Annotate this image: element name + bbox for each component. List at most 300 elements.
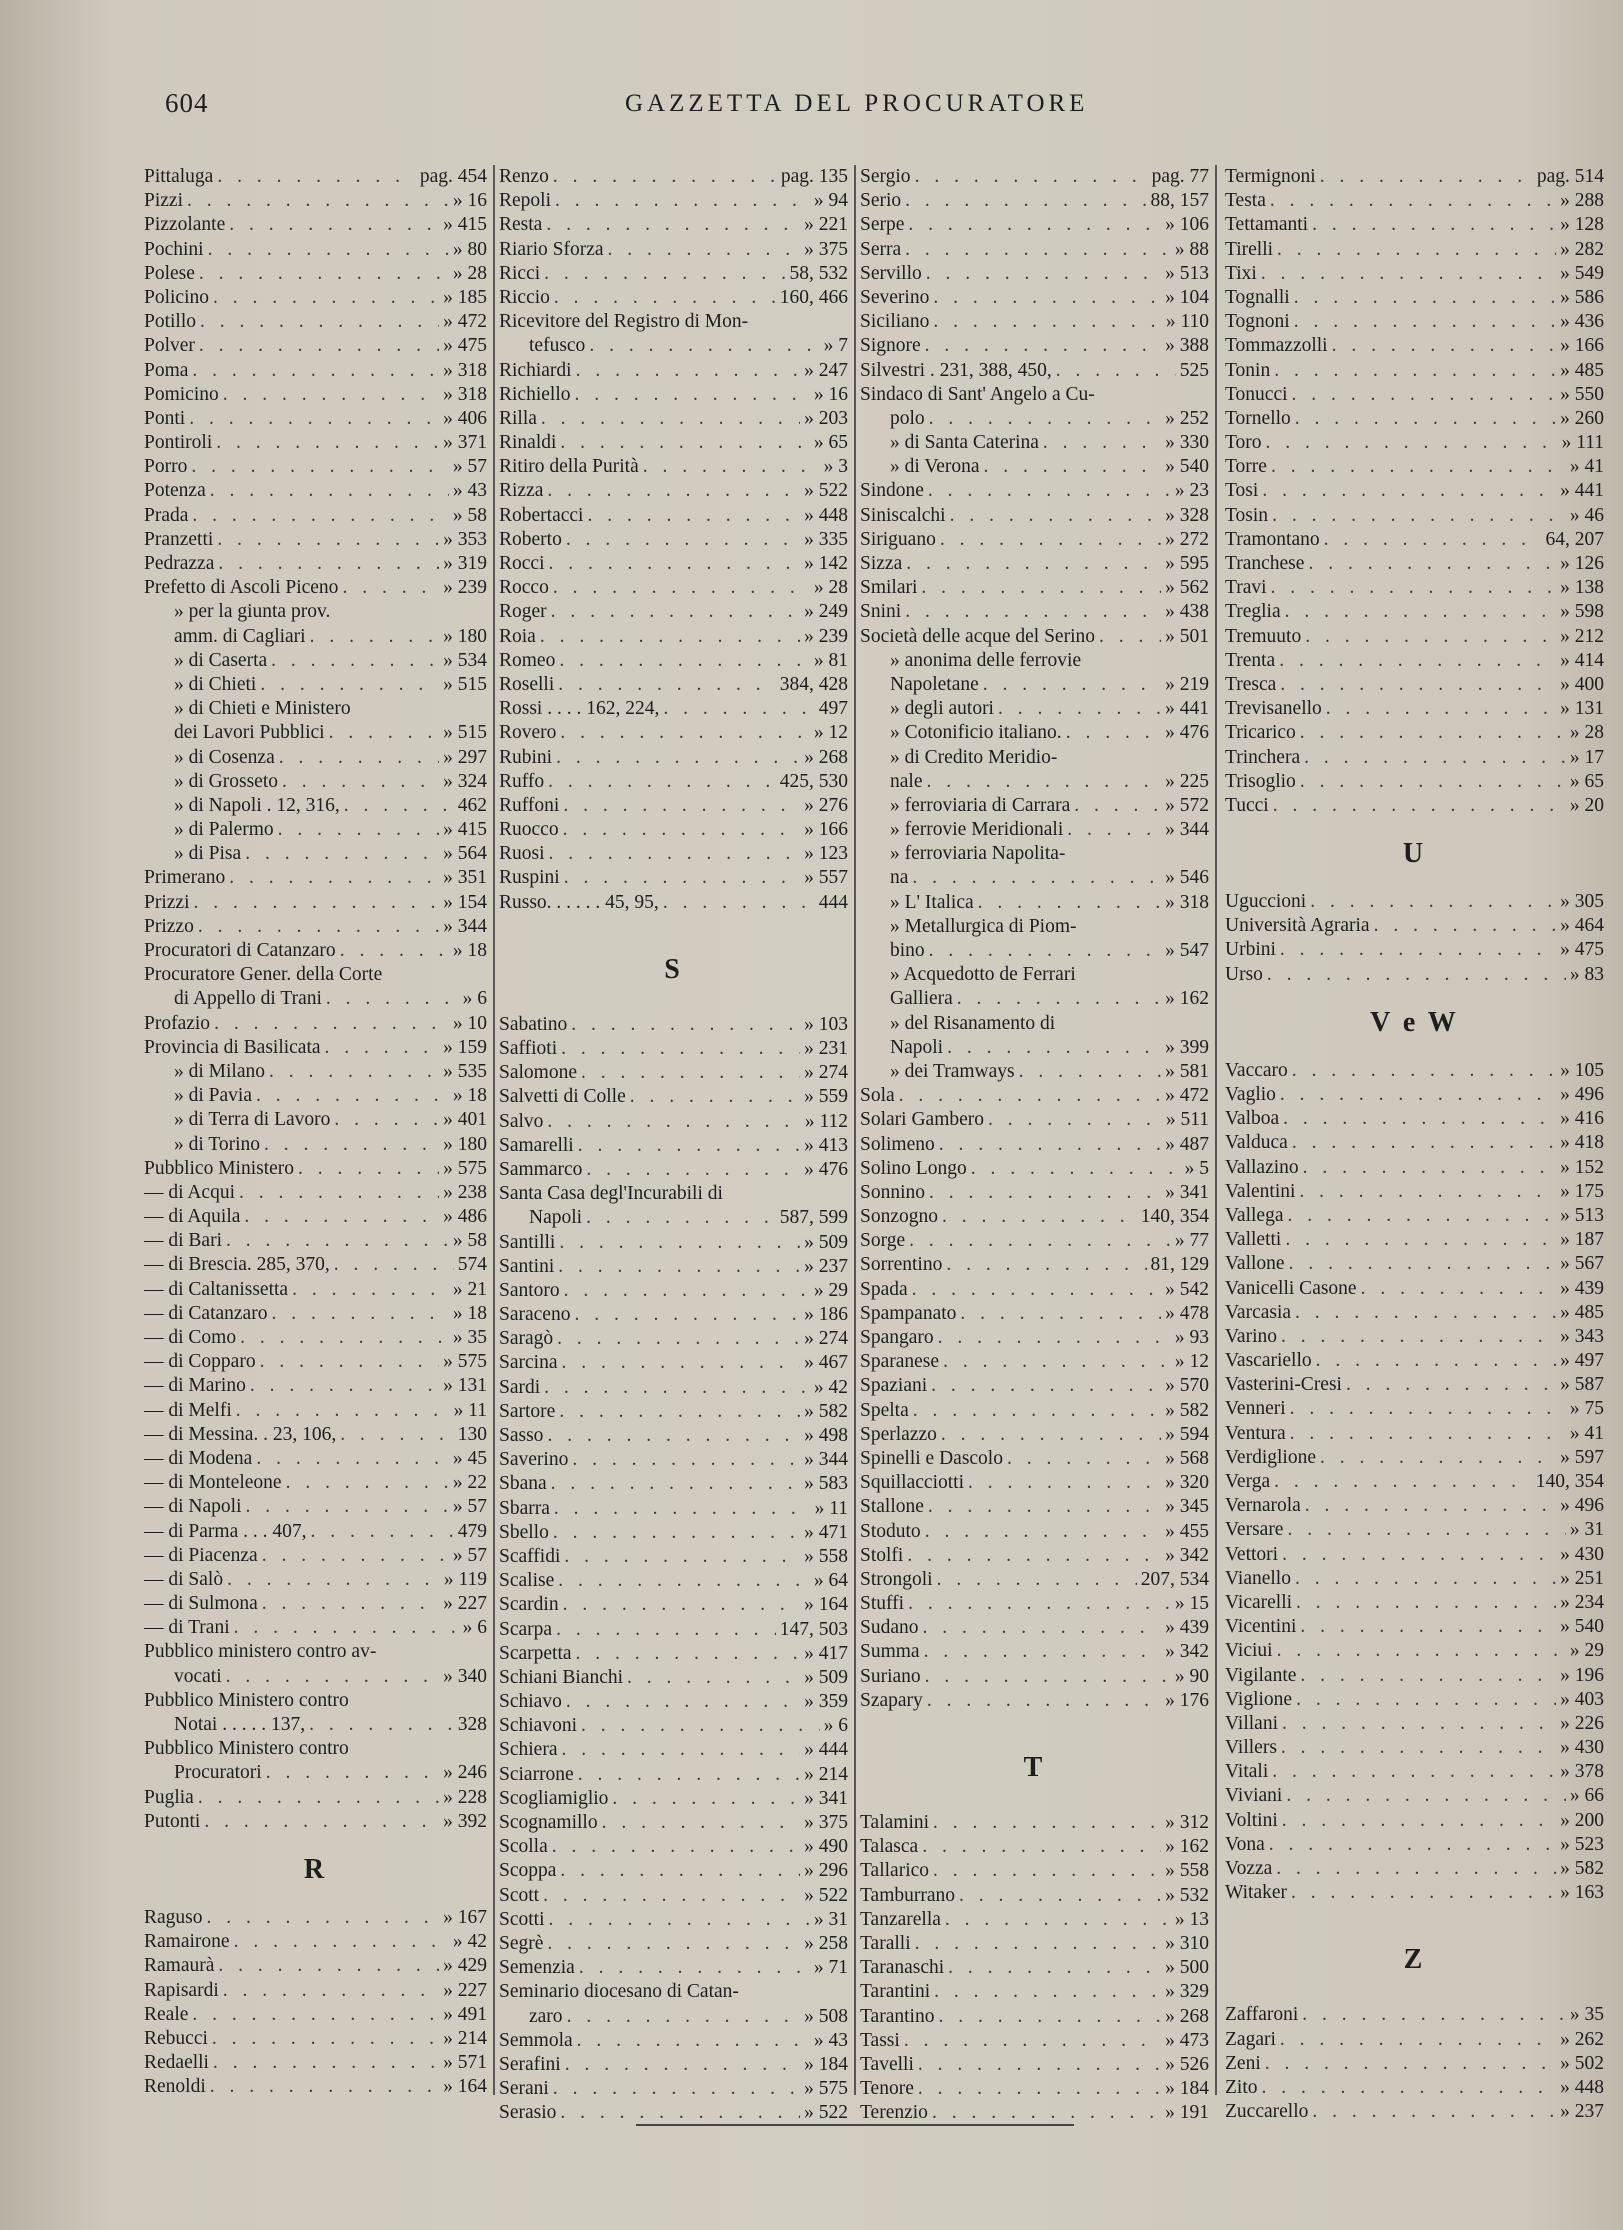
entry-pages: » 163 <box>1560 1882 1604 1904</box>
dot-leader <box>663 891 815 915</box>
entry-name: Voltini <box>1225 1809 1278 1831</box>
dot-leader <box>587 504 800 528</box>
dot-leader <box>217 165 416 189</box>
entry-name: Tosin <box>1225 504 1269 526</box>
dot-leader <box>560 721 809 745</box>
dot-leader <box>559 649 810 673</box>
dot-leader <box>1326 697 1556 721</box>
dot-leader <box>608 238 801 262</box>
entry-name: Pochini <box>144 238 204 260</box>
index-entry <box>499 1545 848 1569</box>
entry-pages: » 226 <box>1560 1712 1604 1734</box>
entry-pages: 479 <box>457 1520 487 1542</box>
entry-pages: » 239 <box>804 625 848 647</box>
index-entry <box>860 2029 1209 2053</box>
entry-name: » di Caserta <box>174 649 268 671</box>
index-entry <box>499 600 848 624</box>
index-entry <box>144 552 487 576</box>
dot-leader <box>988 1108 1162 1132</box>
index-subentry <box>860 697 1209 721</box>
index-entry <box>860 2005 1209 2029</box>
entry-pages: » 11 <box>453 1399 487 1421</box>
index-entry <box>860 2101 1209 2125</box>
entry-name: Tenore <box>860 2078 914 2100</box>
entry-pages: » 448 <box>804 504 848 526</box>
index-entry <box>1225 552 1604 576</box>
dot-leader <box>957 987 1161 1011</box>
entry-name: Serpe <box>860 214 905 236</box>
index-subentry <box>144 818 487 842</box>
entry-pages: » 111 <box>1561 432 1604 454</box>
entry-pages: » 523 <box>1560 1833 1604 1855</box>
dot-leader <box>199 262 449 286</box>
entry-name: Tallarico <box>860 1860 930 1882</box>
entry-pages: » 268 <box>1165 2005 1209 2027</box>
dot-leader <box>926 262 1161 286</box>
dot-leader <box>1099 625 1161 649</box>
dot-leader <box>192 504 448 528</box>
entry-pages: » 375 <box>804 238 848 260</box>
entry-pages: » 200 <box>1560 1809 1604 1831</box>
entry-pages: » 43 <box>813 2029 848 2051</box>
index-entry <box>144 1399 487 1423</box>
entry-pages: » 320 <box>1165 1472 1209 1494</box>
entry-name: Smilari <box>860 577 918 599</box>
entry-pages: » 247 <box>804 359 848 381</box>
index-entry <box>144 1737 487 1761</box>
index-entry <box>144 1520 487 1544</box>
index-entry <box>1225 2028 1604 2052</box>
index-entry <box>1225 407 1604 431</box>
index-entry <box>1225 697 1604 721</box>
index-entry <box>1225 1615 1604 1639</box>
entry-name: » di Credito Meridio- <box>890 746 1058 768</box>
dot-leader <box>577 2029 810 2053</box>
entry-pages: » 152 <box>1560 1156 1604 1178</box>
entry-pages: » 80 <box>452 238 487 260</box>
dot-leader <box>210 479 449 503</box>
dot-leader <box>555 189 810 213</box>
dot-leader <box>959 1884 1161 1908</box>
dot-leader <box>948 1956 1161 1980</box>
dot-leader <box>908 213 1161 237</box>
entry-name: Sizza <box>860 553 903 574</box>
dot-leader <box>925 334 1161 358</box>
dot-leader <box>1296 1688 1556 1712</box>
entry-name: Tavelli <box>860 2053 914 2075</box>
entry-name: » anonima delle ferrovie <box>890 649 1082 671</box>
entry-name: Summa <box>860 1641 920 1663</box>
index-entry <box>144 1954 487 1978</box>
entry-pages: » 448 <box>1560 2076 1604 2098</box>
entry-pages: » 342 <box>1165 1641 1209 1663</box>
entry-name: Viciui <box>1225 1640 1273 1662</box>
entry-name: Trevisanello <box>1225 698 1322 720</box>
index-entry <box>1225 625 1604 649</box>
entry-pages: » 564 <box>443 843 487 865</box>
entry-name: » di Cosenza <box>174 746 275 768</box>
index-entry <box>860 383 1209 407</box>
entry-pages: » 319 <box>443 553 487 574</box>
entry-name: Santilli <box>499 1231 556 1253</box>
index-entry <box>1225 1373 1604 1397</box>
index-entry <box>144 866 487 890</box>
entry-name: Versare <box>1225 1519 1284 1541</box>
entry-pages: » 94 <box>813 190 848 212</box>
entry-name: Venneri <box>1225 1398 1286 1420</box>
entry-pages: » 546 <box>1165 867 1209 889</box>
index-entry-continuation <box>499 334 848 358</box>
entry-pages: pag. 454 <box>419 166 487 187</box>
entry-pages: 160, 466 <box>779 286 848 308</box>
entry-pages: » 562 <box>1165 577 1209 599</box>
dot-leader <box>191 455 449 479</box>
index-entry <box>499 1690 848 1714</box>
index-entry <box>860 1956 1209 1980</box>
entry-pages: » 344 <box>443 915 487 937</box>
entry-name: — di Copparo <box>144 1351 256 1373</box>
dot-leader <box>899 1084 1161 1108</box>
entry-name: Urso <box>1225 963 1263 985</box>
index-entry <box>860 1447 1209 1471</box>
entry-pages: » 203 <box>804 407 848 429</box>
entry-pages: » 511 <box>1165 1109 1209 1131</box>
dot-leader <box>971 1157 1181 1181</box>
index-entry <box>144 2051 487 2075</box>
index-entry <box>499 1666 848 1690</box>
dot-leader <box>310 625 440 649</box>
entry-pages: » 559 <box>804 1086 848 1108</box>
index-entry <box>499 1231 848 1255</box>
entry-pages: » 400 <box>1560 673 1604 695</box>
dot-leader <box>553 2077 800 2101</box>
entry-pages: » 296 <box>804 1860 848 1882</box>
entry-name: Napoli <box>529 1207 583 1229</box>
dot-leader <box>223 1979 439 2003</box>
entry-pages: » 501 <box>1165 625 1209 647</box>
index-entry <box>499 1618 848 1642</box>
dot-leader <box>558 1569 810 1593</box>
index-entry <box>499 746 848 770</box>
dot-leader <box>1272 1760 1556 1784</box>
index-entry <box>499 431 848 455</box>
index-entry <box>499 891 848 915</box>
entry-name: Tresca <box>1225 673 1277 695</box>
entry-name: Pittaluga <box>144 166 214 187</box>
dot-leader <box>1290 1397 1566 1421</box>
index-entry <box>1225 1712 1604 1736</box>
entry-name: Società delle acque del Serino <box>860 625 1095 647</box>
entry-pages: » 587 <box>1560 1374 1604 1396</box>
index-entry <box>1225 1857 1604 1881</box>
entry-pages: » 438 <box>1165 601 1209 623</box>
dot-leader <box>564 1545 800 1569</box>
dot-leader <box>933 310 1162 334</box>
dot-leader <box>909 1229 1171 1253</box>
dot-leader <box>929 407 1161 431</box>
entry-pages: » 436 <box>1560 311 1604 333</box>
entry-pages: » 547 <box>1165 940 1209 961</box>
entry-pages: » 106 <box>1165 214 1209 236</box>
entry-name: Riario Sforza <box>499 238 604 260</box>
index-entry <box>1225 1325 1604 1349</box>
entry-pages: » 498 <box>804 1425 848 1446</box>
entry-name: Richiardi <box>499 359 572 381</box>
dot-leader <box>558 1255 800 1279</box>
entry-pages: » 237 <box>804 1255 848 1277</box>
dot-leader <box>212 2027 439 2051</box>
entry-name: Sardi <box>499 1376 541 1398</box>
entry-pages: » 540 <box>1560 1616 1604 1638</box>
entry-name: di Appello di Trani <box>174 988 322 1010</box>
index-entry <box>860 1157 1209 1181</box>
index-entry <box>144 1495 487 1519</box>
index-entry <box>860 1884 1209 1908</box>
dot-leader <box>1019 1060 1162 1084</box>
dot-leader <box>1262 479 1556 503</box>
entry-pages: » 487 <box>1165 1133 1209 1155</box>
entry-name: Urbini <box>1225 939 1276 961</box>
entry-name: Terenzio <box>860 2102 928 2124</box>
index-columns <box>140 165 1610 2124</box>
entry-name: Tirelli <box>1225 238 1274 260</box>
entry-pages: » 353 <box>443 528 487 550</box>
entry-name: Schiavoni <box>499 1715 577 1737</box>
entry-name: Renzo <box>499 166 549 187</box>
entry-pages: » 5 <box>1184 1157 1209 1179</box>
entry-pages: » 123 <box>804 843 848 865</box>
index-entry <box>1225 310 1604 334</box>
index-entry <box>1225 1059 1604 1083</box>
index-entry <box>1225 890 1604 914</box>
dot-leader <box>340 1423 453 1447</box>
index-entry <box>1225 1131 1604 1155</box>
index-entry-continuation <box>144 625 487 649</box>
entry-name: Tonin <box>1225 359 1271 381</box>
index-entry <box>144 1157 487 1181</box>
entry-name: Verga <box>1225 1471 1271 1492</box>
index-entry <box>499 1376 848 1400</box>
dot-leader <box>575 383 810 407</box>
entry-pages: 444 <box>818 891 848 913</box>
entry-name: » di Milano <box>174 1060 265 1082</box>
index-entry <box>144 1786 487 1810</box>
dot-leader <box>904 2029 1161 2053</box>
entry-pages: » 324 <box>443 770 487 792</box>
dot-leader <box>199 334 439 358</box>
dot-leader <box>1286 1784 1566 1808</box>
index-subentry <box>860 915 1209 939</box>
entry-name: Solino Longo <box>860 1157 967 1179</box>
dot-leader <box>1300 721 1566 745</box>
entry-pages: » 64 <box>813 1570 848 1592</box>
index-entry <box>499 770 848 794</box>
index-entry <box>144 1568 487 1592</box>
index-subentry <box>144 746 487 770</box>
entry-name: Testa <box>1225 190 1266 212</box>
index-entry <box>1225 334 1604 358</box>
dot-leader <box>558 673 775 697</box>
entry-name: bino <box>890 940 925 961</box>
entry-pages: 384, 428 <box>779 673 848 695</box>
entry-pages: » 288 <box>1560 190 1604 212</box>
dot-leader <box>236 1399 450 1423</box>
dot-leader <box>256 1084 449 1108</box>
entry-name: Procuratore Gener. della Corte <box>144 964 383 986</box>
index-subentry <box>860 746 1209 770</box>
entry-pages: » 570 <box>1165 1375 1209 1397</box>
dot-leader <box>214 1012 449 1036</box>
dot-leader <box>1287 1204 1556 1228</box>
entry-name: Sorrentino <box>860 1254 943 1276</box>
entry-pages: » 71 <box>813 1957 848 1979</box>
dot-leader <box>278 818 439 842</box>
index-entry <box>144 1181 487 1205</box>
index-entry <box>1225 1639 1604 1663</box>
entry-pages: » 542 <box>1165 1278 1209 1300</box>
index-entry <box>1225 1518 1604 1542</box>
entry-pages: » 13 <box>1174 1908 1209 1930</box>
entry-name: Pubblico Ministero contro <box>144 1689 349 1711</box>
dot-leader <box>1277 1639 1566 1663</box>
index-entry <box>144 963 487 987</box>
index-entry <box>1225 1688 1604 1712</box>
entry-name: Ramaurà <box>144 1955 215 1977</box>
dot-leader <box>1280 1083 1556 1107</box>
dot-leader <box>1308 552 1556 576</box>
entry-pages: » 77 <box>1174 1230 1209 1252</box>
running-title: GAZZETTA DEL PROCURATORE <box>625 90 1089 117</box>
entry-name: Rizza <box>499 480 544 502</box>
entry-pages: » 18 <box>452 1302 487 1324</box>
dot-leader <box>1316 1349 1556 1373</box>
dot-leader <box>239 1181 439 1205</box>
entry-name: Sciarrone <box>499 1763 574 1785</box>
entry-name: Witaker <box>1225 1882 1288 1904</box>
entry-pages: » 473 <box>1165 2029 1209 2051</box>
dot-leader <box>1305 1494 1556 1518</box>
index-subentry <box>860 1060 1209 1084</box>
entry-pages: » 581 <box>1165 1060 1209 1082</box>
dot-leader <box>1267 963 1566 987</box>
entry-name: Profazio <box>144 1012 211 1034</box>
entry-pages: » 42 <box>813 1376 848 1398</box>
dot-leader <box>566 528 800 552</box>
entry-name: Roia <box>499 625 536 647</box>
entry-name: Tognalli <box>1225 286 1290 308</box>
dot-leader <box>557 1327 800 1351</box>
index-entry <box>499 2101 848 2125</box>
entry-pages: » 375 <box>804 1812 848 1833</box>
index-entry <box>499 310 848 334</box>
index-entry-continuation <box>144 1713 487 1737</box>
index-entry <box>144 1447 487 1471</box>
index-entry <box>499 1714 848 1738</box>
index-entry <box>499 1424 848 1448</box>
dot-leader <box>1265 2052 1556 2076</box>
index-entry <box>860 1229 1209 1253</box>
index-entry <box>1225 479 1604 503</box>
entry-name: — di Monteleone <box>144 1472 282 1494</box>
index-entry <box>499 1013 848 1037</box>
dot-leader <box>572 1448 800 1472</box>
dot-leader <box>553 1521 800 1545</box>
entry-pages: » 186 <box>804 1304 848 1326</box>
dot-leader <box>554 1497 811 1521</box>
dot-leader <box>260 673 439 697</box>
entry-pages: » 28 <box>813 577 848 599</box>
entry-name: Tixi <box>1225 262 1257 284</box>
index-entry <box>860 1908 1209 1932</box>
dot-leader <box>1296 1591 1556 1615</box>
entry-pages: » 251 <box>1560 1567 1604 1589</box>
entry-name: Vozza <box>1225 1858 1273 1879</box>
entry-name: » del Risanamento di <box>890 1012 1056 1034</box>
index-entry <box>144 407 487 431</box>
index-entry <box>144 1471 487 1495</box>
dot-leader <box>200 310 439 334</box>
entry-name: Tramontano <box>1225 528 1320 550</box>
entry-pages: » 476 <box>1165 722 1209 744</box>
dot-leader <box>210 2075 439 2099</box>
dot-leader <box>1324 528 1542 552</box>
entry-name: Scarpa <box>499 1618 553 1640</box>
dot-leader <box>544 1376 810 1400</box>
index-entry <box>499 1521 848 1545</box>
entry-pages: » 586 <box>1560 286 1604 308</box>
entry-name: — di Aquila <box>144 1206 241 1228</box>
entry-name: — di Marino <box>144 1375 246 1397</box>
entry-pages: » 238 <box>443 1181 487 1203</box>
index-entry <box>144 359 487 383</box>
entry-name: Sorge <box>860 1230 906 1252</box>
entry-name: Servillo <box>860 262 922 284</box>
section-letter-heading: Z <box>1403 1944 1426 1976</box>
entry-name: Vallega <box>1225 1204 1284 1226</box>
entry-pages: » 88 <box>1174 238 1209 260</box>
index-entry <box>1225 673 1604 697</box>
dot-leader <box>1295 407 1556 431</box>
entry-name: Vicarelli <box>1225 1591 1293 1613</box>
dot-leader <box>226 1665 439 1689</box>
entry-pages: » 575 <box>443 1351 487 1373</box>
index-entry <box>1225 1180 1604 1204</box>
entry-name: Roselli <box>499 673 555 695</box>
dot-leader <box>576 359 801 383</box>
index-entry <box>860 1423 1209 1447</box>
index-entry <box>1225 1470 1604 1494</box>
entry-pages: » 196 <box>1560 1664 1604 1686</box>
entry-name: » di Torino <box>174 1133 261 1155</box>
entry-pages: » 575 <box>804 2078 848 2100</box>
index-entry <box>860 504 1209 528</box>
dot-leader <box>1272 504 1566 528</box>
index-subentry <box>144 649 487 673</box>
entry-pages: » 403 <box>1560 1688 1604 1710</box>
dot-leader <box>1291 1881 1556 1905</box>
entry-pages: » 252 <box>1165 407 1209 429</box>
index-entry <box>144 2075 487 2099</box>
dot-leader <box>924 1640 1162 1664</box>
entry-name: Pizzi <box>144 190 183 212</box>
entry-pages: » 558 <box>804 1545 848 1567</box>
dot-leader <box>246 1495 449 1519</box>
dot-leader <box>1346 1373 1556 1397</box>
entry-pages: » 66 <box>1569 1785 1604 1807</box>
entry-pages: » 401 <box>443 1109 487 1131</box>
dot-leader <box>1066 721 1161 745</box>
entry-name: Ruocco <box>499 819 559 841</box>
